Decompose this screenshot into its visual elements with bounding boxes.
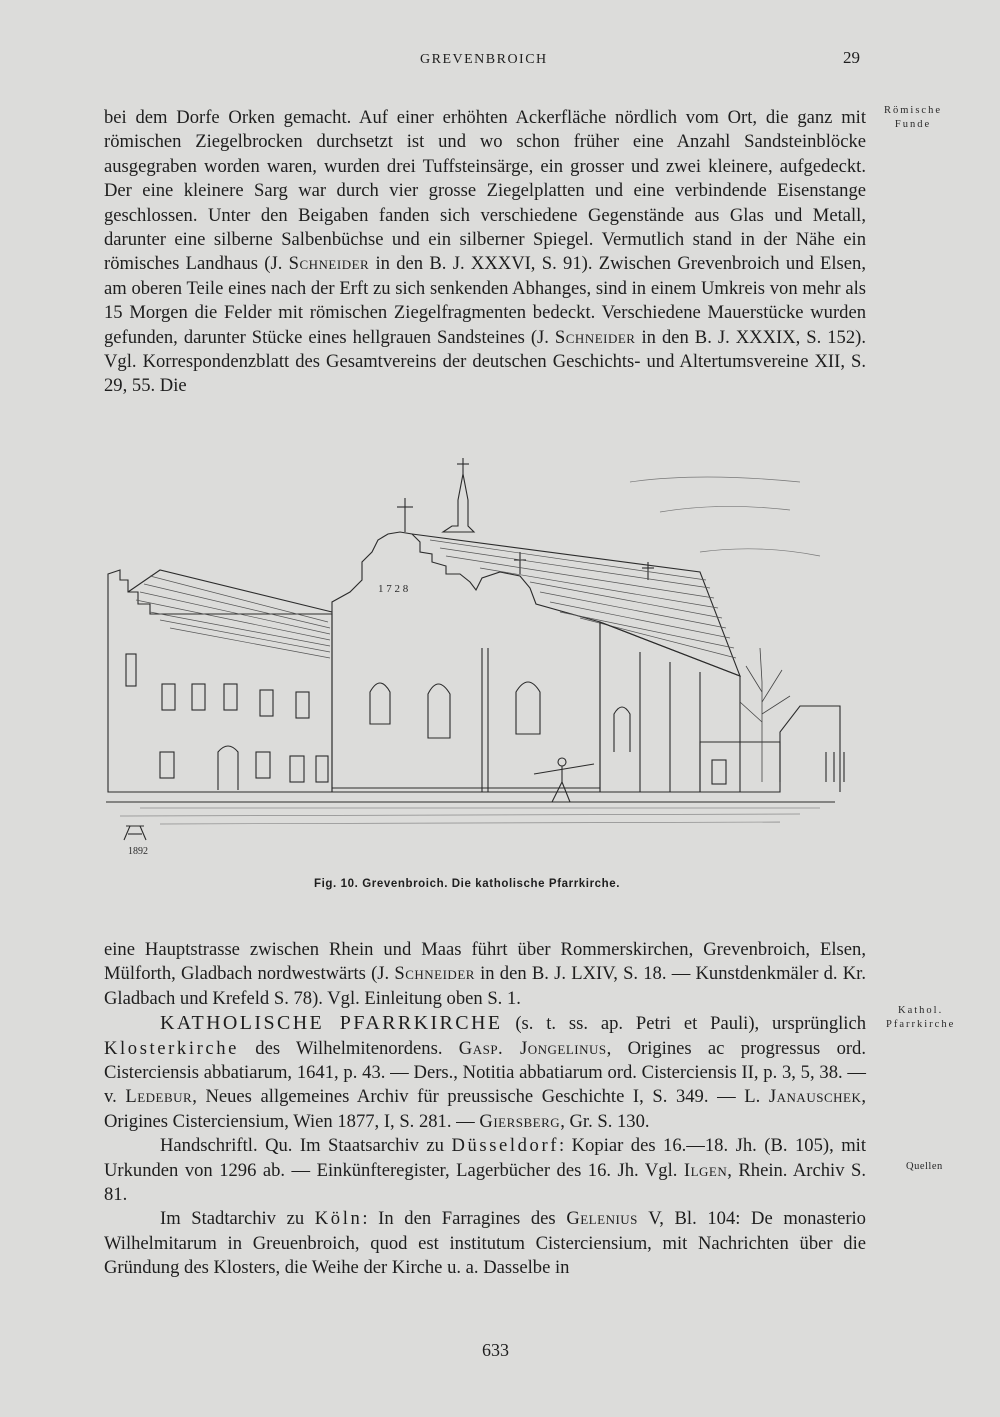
paragraph-duesseldorf	[104, 1134, 866, 1207]
text-run: , Origines ac progressus ord. Cisterciensis abbatiarum, 1641, p. 43. — Ders., Notitia abbatiarum ord. Cisterciensis II, p. 3, 5, 38. — v.	[104, 1037, 867, 1108]
place-name: Köln	[314, 1208, 363, 1230]
text-run: , Rhein. Archiv S. 81.	[104, 1159, 866, 1206]
margin-note-sources: Quellen	[906, 1161, 943, 1172]
place-name: Düsseldorf	[451, 1135, 560, 1157]
worker-figure	[534, 758, 594, 802]
church-illustration	[100, 452, 870, 872]
text-run: in den B. J. LXIV, S. 18. — Kunstdenkmäler d. Kr. Gladbach und Krefeld S. 78). Vgl. Einleitung oben S. 1.	[104, 963, 866, 1009]
paragraph-church	[104, 1011, 866, 1134]
signature-year: 1892	[128, 846, 148, 857]
margin-note-roman-finds	[884, 104, 942, 132]
clouds	[630, 477, 820, 556]
page-number: 29	[843, 48, 860, 67]
author-name: Gasp. Jongelinus	[458, 1037, 607, 1059]
text-run: eine Hauptstrasse zwischen Rhein und Maas führt über Rommerskirchen, Grevenbroich, Elsen, Mülforth, Gladbach nordwestwärts (J.	[104, 939, 866, 985]
author-name: Schneider	[554, 326, 636, 348]
text-run: , Origines Cisterciensium, Wien 1877, I, S. 281. —	[104, 1086, 866, 1132]
bell-turret	[443, 474, 474, 532]
margin-note-church	[886, 1004, 955, 1032]
margin-note-line: Kathol.	[898, 1005, 944, 1016]
text-run: , Neues allgemeines Archiv für preussische Geschichte I, S. 349. — L.	[192, 1086, 769, 1108]
margin-note-line: Römische	[884, 105, 942, 116]
text-run: Im Stadtarchiv zu	[160, 1208, 315, 1230]
paragraph-roads	[104, 938, 866, 1011]
text-run: V, Bl. 104: De monasterio Wilhelmitarum in Greuenbroich, quod est institutum Cisterciensium, mit Nachrichten über die Gründung des Klosters, die Weihe der Kirche u. a. Dasselbe in	[104, 1208, 866, 1279]
margin-note-line: Funde	[894, 119, 932, 130]
tree	[740, 648, 790, 782]
side-buildings	[700, 706, 844, 792]
text-run: Handschriftl. Qu. Im Staatsarchiv zu	[160, 1135, 452, 1157]
text-run: in den B. J. XXXVI, S. 91). Zwischen Grevenbroich und Elsen, am oberen Teile eines nach der Erft zu sich senkenden Abhanges, sind in einem Umkreis von mehr als 15 Morgen die Felder mit römischen Ziegelfragmenten bedeckt. Verschiedene Mauerstücke wurden gefunden, darunter Stücke eines hellgrauen Sandsteines (J.	[104, 253, 866, 348]
figure-caption: Fig. 10. Grevenbroich. Die katholische Pfarrkirche.	[314, 878, 621, 890]
church-drawing	[100, 452, 870, 872]
folio-number: 633	[482, 1340, 509, 1360]
author-name: Gelenius	[566, 1208, 638, 1230]
spaced-term: Klosterkirche	[104, 1037, 239, 1059]
lower-section	[104, 938, 866, 1281]
author-name: Ledebur	[125, 1086, 193, 1108]
text-run: bei dem Dorfe Orken gemacht. Auf einer erhöhten Ackerfläche nördlich vom Ort, die ganz mit römischen Ziegelbrocken durchsetzt ist und wo schon früher eine Anzahl Sandsteinblöcke ausgegraben worden waren, wurden drei Tuffsteinsärge, ein grosser und zwei kleinere, aufgedeckt. Der eine kleinere Sarg war durch vier grosse Ziegelplatten und eine verbindende Eisenstange geschlossen. Unter den Beigaben fanden sich verschiedene Gegenstände aus Glas und Metall, darunter eine silberne Salbenbüchse und ein silberner Spiegel. Vermutlich stand in der Nähe ein römisches Landhaus (J.	[104, 107, 866, 275]
left-house	[108, 570, 332, 792]
text-run: in den B. J. XXXIX, S. 152). Vgl. Korrespondenzblatt des Gesamtvereins der deutschen Geschichts- und Altertumsvereine XII, S. 29, 55. Die	[104, 326, 866, 397]
margin-note-line: Pfarrkirche	[886, 1019, 956, 1030]
section-heading: KATHOLISCHE PFARRKIRCHE	[160, 1012, 503, 1035]
upper-paragraph	[104, 106, 866, 399]
author-name: Giersberg	[479, 1110, 561, 1132]
text-run: : Kopiar des 16.—18. Jh. (B. 105), mit Urkunden von 1296 ab. — Einkünfteregister, Lagerbücher des 16. Jh. Vgl.	[104, 1135, 866, 1181]
text-run: (s. t. ss. ap. Petri et Pauli), ursprünglich	[502, 1013, 866, 1035]
author-name: Janauschek	[768, 1086, 862, 1108]
author-name: Ilgen	[683, 1159, 728, 1181]
artist-monogram	[124, 826, 146, 840]
author-name: Schneider	[288, 253, 370, 275]
church-nave	[332, 458, 740, 792]
text-run: : In den Farragines des	[362, 1208, 567, 1230]
gable-date: 1 7 2 8	[378, 583, 409, 595]
paragraph-koeln	[104, 1207, 866, 1280]
text-run: , Gr. S. 130.	[560, 1110, 650, 1132]
text-run: des Wilhelmitenordens.	[239, 1037, 459, 1059]
author-name: Schneider	[394, 963, 475, 985]
church-aisle	[600, 622, 740, 792]
running-title: GREVENBROICH	[420, 52, 548, 67]
